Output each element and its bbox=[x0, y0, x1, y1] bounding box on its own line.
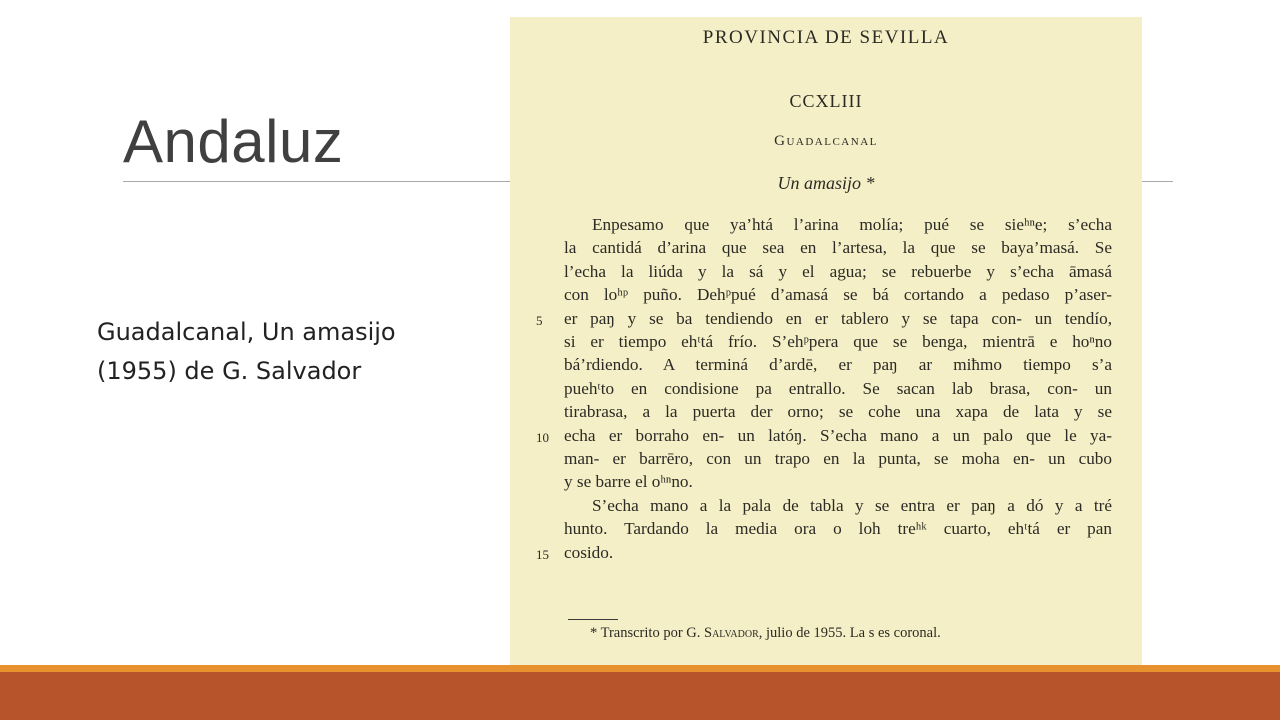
scan-line: bá’rdiendo. A terminá d’ardē, er paŋ ar miħmo tiempo s’a bbox=[564, 355, 1112, 375]
scan-line-number: 5 bbox=[536, 313, 543, 328]
scan-line: Enpesamo que ya’htá l’arina molía; pué se sieʰⁿe; s’echa bbox=[592, 215, 1112, 234]
footnote-author: Salvador bbox=[704, 625, 759, 641]
scan-line: puehᵗto en condisione pa entrallo. Se sacan lab brasa, con- un bbox=[564, 378, 1112, 398]
scan-line: hunto. Tardando la media ora o loh treʰᵏ cuarto, ehᵗtá er pan bbox=[564, 519, 1112, 539]
scan-header: PROVINCIA DE SEVILLA bbox=[702, 27, 950, 48]
scan-section-number: CCXLIII bbox=[789, 91, 863, 111]
scan-line: l’echa la liúda y la sá y el agua; se rebuerbe y s’echa āmasá bbox=[564, 261, 1112, 281]
scan-line: tirabrasa, a la puerta der orno; se cohe una xapa de lata y se bbox=[564, 402, 1112, 422]
scan-footnote bbox=[590, 625, 941, 642]
scan-line: man- er barrēro, con un trapo en la punta, se moha en- un cubo bbox=[564, 449, 1112, 469]
scan-line: si er tiempo ehᵗtá frío. S’ehᵖpera que se benga, mientrā e hoⁿno bbox=[564, 332, 1112, 352]
scan-line: echa er borraho en- un latóŋ. S’echa mano a un palo que le ya- bbox=[564, 425, 1112, 445]
scan-line: er paŋ y se ba tendiendo en er tablero y se tapa con- un tendío, bbox=[564, 308, 1112, 328]
image-caption: Guadalcanal, Un amasijo (1955) de G. Salvador bbox=[97, 318, 396, 385]
scan-line: y se barre el oʰⁿno. bbox=[564, 472, 693, 492]
scan-line-number: 15 bbox=[536, 547, 549, 562]
scan-line: cosido. bbox=[564, 542, 614, 562]
footer-accent-band bbox=[0, 665, 1280, 672]
scan-subtitle: Un amasijo * bbox=[777, 173, 875, 193]
scan-line: S’echa mano a la pala de tabla y se entra er paŋ a dó y a tré bbox=[592, 495, 1112, 515]
scan-line-number: 10 bbox=[536, 430, 549, 445]
scan-line: con loʰᵖ puño. Dehᵖpué d’amasá se bá cortando a pedaso p’aser- bbox=[564, 285, 1112, 305]
scanned-page-image bbox=[510, 17, 1142, 665]
scan-line: la cantidá d’arina que sea en l’artesa, la que se baya’masá. Se bbox=[564, 238, 1112, 258]
slide-title: Andaluz bbox=[123, 108, 344, 175]
footnote-suffix: , julio de 1955. La s es coronal. bbox=[758, 625, 941, 641]
footnote-rule bbox=[568, 619, 618, 620]
footer-band bbox=[0, 672, 1280, 720]
footnote-prefix: * Transcrito por G. bbox=[590, 625, 701, 641]
scan-place-name: Guadalcanal bbox=[774, 133, 878, 149]
scan-body-text bbox=[564, 213, 1112, 564]
